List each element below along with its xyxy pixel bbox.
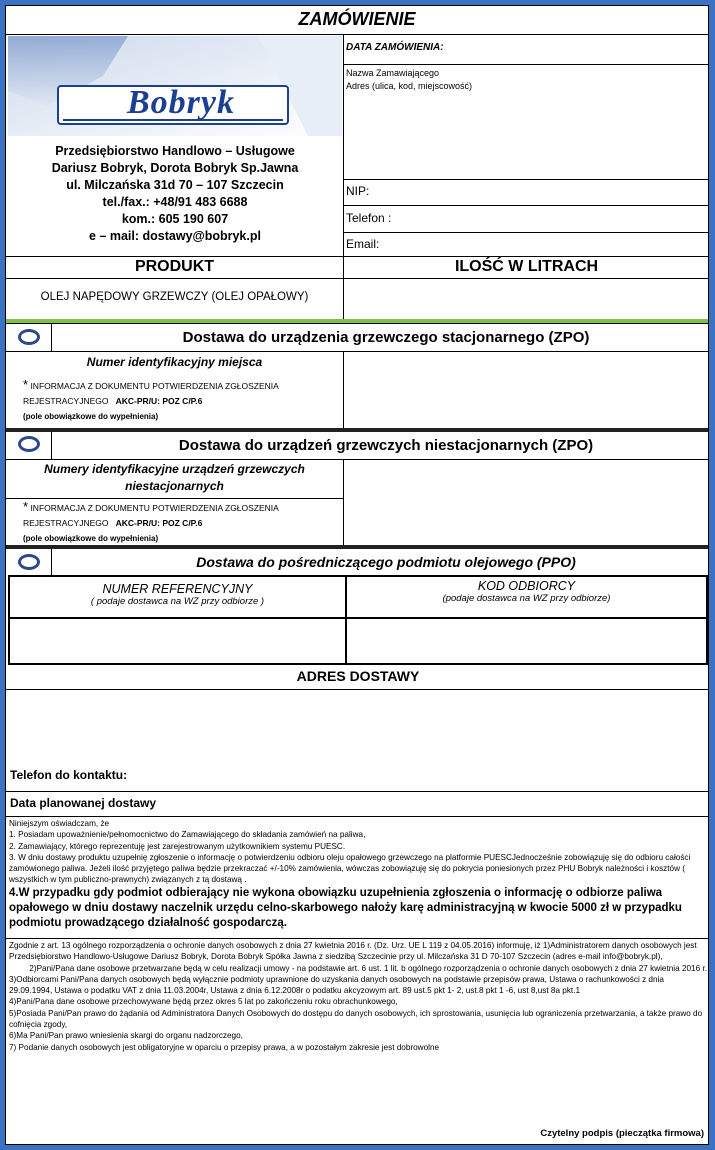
divider (6, 816, 709, 817)
email-label: Email: (346, 237, 380, 251)
section-divider (6, 428, 709, 432)
customer-address-label: Adres (ulica, kod, miejscowość) (346, 81, 473, 91)
email-field[interactable] (391, 234, 706, 256)
divider (343, 64, 709, 65)
reference-number-label: NUMER REFERENCYJNY (102, 582, 253, 596)
section-divider (6, 545, 709, 549)
company-address (8, 143, 342, 245)
company-line: tel./fax.: +48/91 483 6688 (102, 195, 248, 209)
recipient-code-label: KOD ODBIORCY (477, 579, 576, 593)
divider (343, 232, 709, 233)
form-title: ZAMÓWIENIE (298, 9, 416, 29)
quantity-header: ILOŚĆ W LITRACH (454, 258, 599, 275)
declaration-text: 2. Zamawiający, którego reprezentuję jest zarejestrowanym użytkownikiem systemu PUESC. (9, 841, 346, 851)
ppo-radio[interactable] (18, 554, 40, 570)
gdpr-text: 7) Podanie danych osobowych jest obligatoryjne w oparciu o przepisy prawa, a w pozostałym zakresie jest dobrowolne (9, 1042, 440, 1052)
info-line: REJESTRACYJNEGO (23, 396, 109, 406)
zpo-stationary-id-label: Numer identyfikacyjny miejsca (86, 355, 263, 369)
zpo-mobile-radio[interactable] (18, 436, 40, 452)
reference-number-header (10, 582, 345, 607)
phone-label: Telefon : (346, 211, 392, 225)
gdpr-notice (9, 940, 707, 1053)
info-line: REJESTRACYJNEGO (23, 518, 109, 528)
declaration-penalty: 4.W przypadku gdy podmiot odbierający nie wykona obowiązku uzupełnienia zgłoszenia o informację o odbiorze paliwa opałowego w dniu dostawy naczelnik urzędu celno-skarbowego nałoży karę administracyjną w kwocie 5000 zł w przypadku podmiotu prowadzącego działalność gospodarczą. (9, 886, 682, 929)
company-line: Przedsiębiorstwo Handlowo – Usługowe (55, 144, 295, 158)
company-line: Dariusz Bobryk, Dorota Bobryk Sp.Jawna (51, 161, 299, 175)
company-line: e – mail: dostawy@bobryk.pl (89, 229, 261, 243)
delivery-address-field[interactable] (8, 691, 708, 766)
info-line: INFORMACJA Z DOKUMENTU POTWIERDZENIA ZGŁOSZENIA (30, 381, 279, 391)
customer-name-label: Nazwa Zamawiającego (346, 68, 440, 78)
ppo-title: Dostawa do pośredniczącego podmiotu olejowego (PPO) (196, 554, 576, 570)
zpo-stationary-id-field[interactable] (346, 353, 708, 426)
zpo-mobile-title: Dostawa do urządzeń grzewczych niestacjonarnych (ZPO) (178, 437, 594, 454)
gdpr-text: 2)Pani/Pana dane osobowe przetwarzane będą w celu realizacji umowy - na podstawie art. 6 ust. 1 lit. b ogólnego rozporządzenia o ochronie danych osobowych z dnia 27 kwietnia 2016 r. (29, 963, 707, 973)
customer-address-field[interactable] (346, 94, 708, 178)
label-line: Numery identyfikacyjne urządzeń grzewczych (44, 462, 305, 476)
ppo-table (8, 575, 708, 665)
contact-phone-label: Telefon do kontaktu: (10, 768, 128, 782)
gdpr-text: 5)Posiada Pani/Pan prawo do żądania od Administratora Danych Osobowych do dostępu do danych osobowych, ich sprostowania, usunięcia lub ograniczenia przetwarzania, a także prawo do cofnięcia zgody, (9, 1008, 703, 1030)
planned-date-field[interactable] (176, 794, 706, 814)
reference-number-field[interactable] (12, 621, 342, 661)
zpo-mobile-id-label (6, 461, 343, 495)
divider (343, 179, 709, 180)
divider (6, 34, 709, 35)
nip-field[interactable] (376, 181, 706, 203)
divider (6, 459, 709, 460)
reference-number-note: ( podaje dostawca na WZ przy odbiorze ) (90, 596, 265, 607)
gdpr-text: 3)Odbiorcami Pani/Pana danych osobowych będą wyłącznie podmioty uprawnione do uzyskania danych osobowych na podstawie przepisów prawa, Ustawa o rachunkowości z dnia 29.09.1994, Ustawa o podatku VAT z dnia 11.03.2004r, Ustawa z dnia 6.12.2008r o podatku akcyzowym art. 89 ust.5 pkt 1- 2, ust.8 pkt 1 -6, ust 8,ust 8a pkt.1 (9, 974, 664, 996)
divider (6, 791, 709, 792)
divider (6, 351, 709, 352)
contact-phone-field[interactable] (146, 766, 706, 788)
divider (10, 617, 706, 619)
delivery-address-header: ADRES DOSTAWY (296, 668, 420, 684)
gdpr-text: 4)Pani/Pana dane osobowe przechowywane będą przez okres 5 lat po zakończeniu roku obrachunkowego, (9, 997, 398, 1007)
info-line: (pole obowiązkowe do wypełnienia) (23, 534, 159, 543)
required-mark: * (23, 377, 29, 392)
logo-brand: Bobryk (127, 84, 235, 121)
product-name: OLEJ NAPĘDOWY GRZEWCZY (OLEJ OPAŁOWY) (40, 291, 309, 303)
zpo-mobile-info (23, 499, 343, 546)
divider (51, 323, 52, 351)
divider (6, 256, 709, 257)
gdpr-text: Zgodnie z art. 13 ogólnego rozporządzenia o ochronie danych osobowych z dnia 27 kwietnia 2016 r. (Dz. Urz. UE L 119 z 04.05.2016) informuję, iż 1)Administratorem danych osobowych jest Przedsiębiorstwo Handlowo-Usługowe Dariusz Bobryk, Dorota Bobryk Spółka Jawna z siedzibą Szczecinie przy ul. Milczańska 31 D 70-107 Szczecin (adres e-mail info@bobryk.pl), (9, 941, 697, 962)
divider (6, 689, 709, 690)
order-date-label: DATA ZAMÓWIENIA: (346, 42, 444, 53)
declaration (9, 818, 707, 931)
zpo-stationary-info (23, 377, 343, 424)
divider (51, 432, 52, 459)
info-line: AKC-PR/U: POZ C/P.6 (115, 518, 203, 528)
company-line: ul. Milczańska 31d 70 – 107 Szczecin (66, 178, 284, 192)
product-header: PRODUKT (134, 258, 215, 275)
divider (343, 459, 344, 545)
recipient-code-note: (podaje dostawca na WZ przy odbiorze) (442, 593, 611, 604)
order-form (5, 5, 709, 1145)
divider (6, 278, 709, 279)
info-line: (pole obowiązkowe do wypełnienia) (23, 412, 159, 421)
company-line: kom.: 605 190 607 (121, 212, 229, 226)
zpo-stationary-title: Dostawa do urządzenia grzewczego stacjonarnego (ZPO) (182, 329, 590, 346)
quantity-field[interactable] (346, 280, 708, 318)
zpo-stationary-radio[interactable] (18, 329, 40, 345)
nip-label: NIP: (346, 184, 370, 198)
signature-field[interactable] (206, 1076, 706, 1126)
required-mark: * (23, 499, 29, 514)
planned-date-label: Data planowanej dostawy (10, 796, 157, 810)
label-line: niestacjonarnych (125, 479, 224, 493)
divider (6, 938, 709, 939)
info-line: AKC-PR/U: POZ C/P.6 (115, 396, 203, 406)
divider (343, 351, 344, 428)
declaration-text: 3. W dniu dostawy produktu uzupełnię zgłoszenie o informację o potwierdzeniu odbioru oleju opałowego grzewczego na platformie PUESCJednocześnie zobowiązuję się do odbioru całości zamówionego paliwa. Jeżeli ilość przyjętego paliwa będzie przekraczać +/-10% zamówienia, wówczas zobowiązuję się do pokrycia poniesionych przez PHU Bobryk należności i kosztów ( wszystkich w tym publiczno-prawnych) związanych z tą dostawą . (9, 852, 691, 885)
recipient-code-header (347, 579, 706, 604)
info-line: INFORMACJA Z DOKUMENTU POTWIERDZENIA ZGŁOSZENIA (30, 503, 279, 513)
gdpr-text: 6)Ma Pani/Pan prawo wniesienia skargi do organu nadzorczego, (9, 1031, 243, 1041)
phone-field[interactable] (406, 207, 706, 229)
divider (51, 549, 52, 575)
zpo-mobile-id-field[interactable] (346, 461, 708, 543)
divider (6, 323, 709, 324)
declaration-text: Niniejszym oświadczam, że (9, 819, 110, 828)
order-date-field[interactable] (466, 38, 706, 60)
divider (343, 205, 709, 206)
signature-label: Czytelny podpis (pieczątka firmowa) (540, 1128, 704, 1139)
recipient-code-field[interactable] (349, 621, 704, 661)
declaration-text: 1. Posiadam upoważnienie/pełnomocnictwo do Zamawiającego do składania zamówień na paliwa, (9, 830, 366, 840)
